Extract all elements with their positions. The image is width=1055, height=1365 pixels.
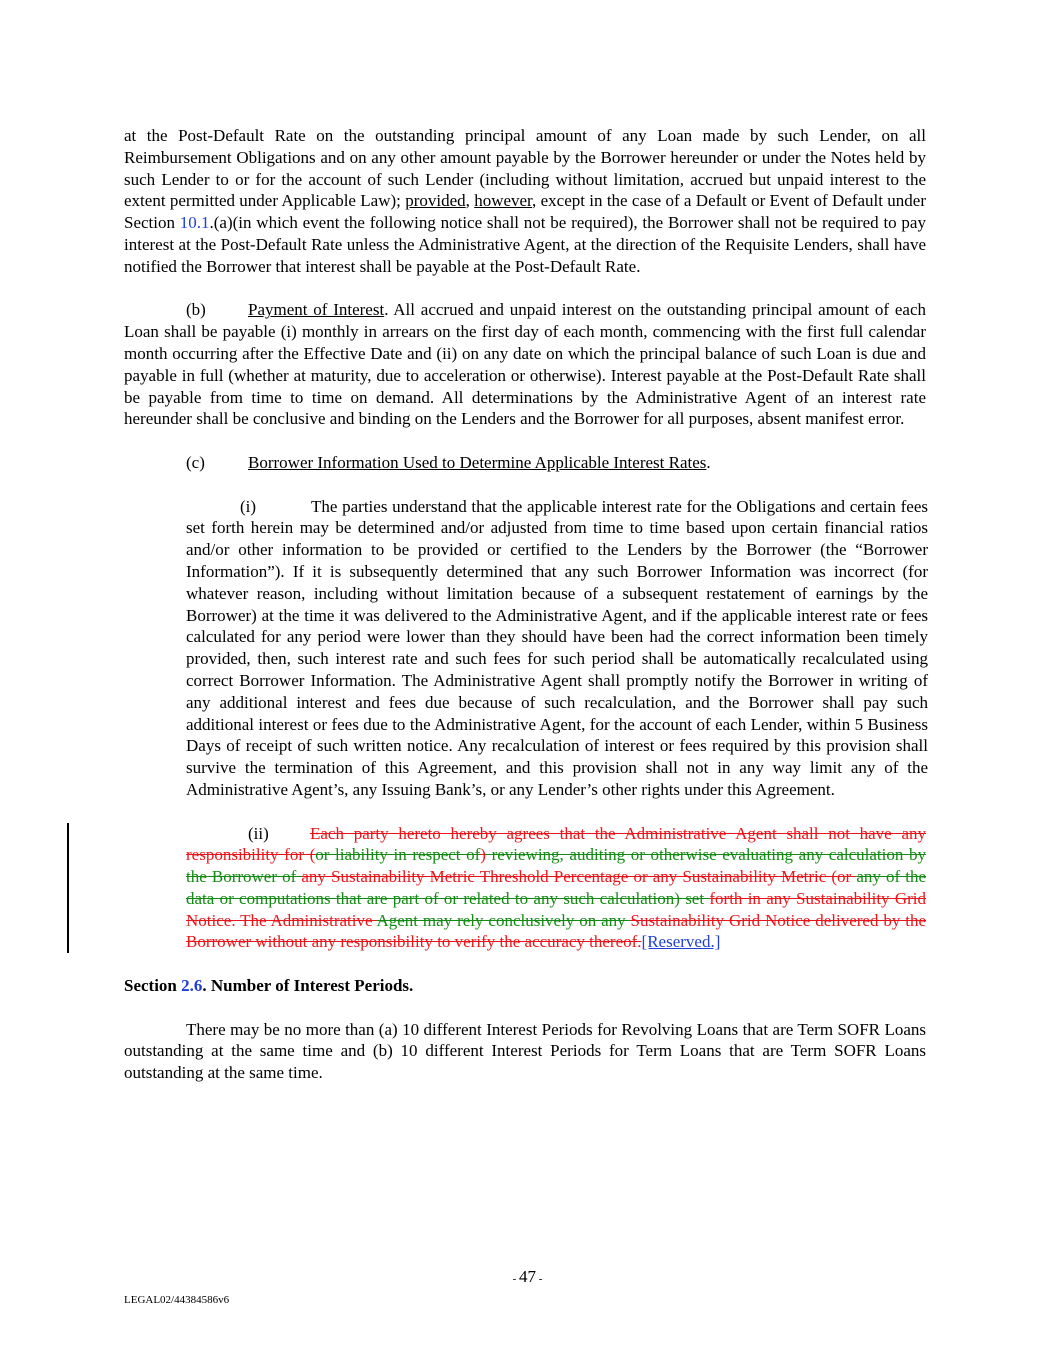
- text: . All accrued and unpaid interest on the outstanding principal amount of each Loan shall be payable (i) monthly in arrears on the first day of each month, commencing with the first full calendar month occurring after the Effective Date and (ii) on any date on which the principal balance of such Loan is due and payable in full (whether at maturity, due to acceleration or otherwise). Interest payable at the Post-Default Rate shall be payable from time to time on demand. All determinations by the Administrative Agent of an interest rate hereunder shall be conclusive and binding on the Lenders and the Borrower for all purposes, absent manifest error.: [124, 300, 926, 429]
- paragraph-i: [186, 496, 928, 801]
- deleted-text: forth in any Sustainability Grid Notice. The Administrative: [186, 888, 926, 930]
- text: The parties understand that the applicable interest rate for the Obligations and certain fees set forth herein may be determined and/or adjusted from time to time based upon certain financial ratios and/or other information to be provided or certified to the Lenders by the Borrower (the “Borrower Information”). If it is subsequently determined that any such Borrower Information was incorrect (for whatever reason, including without limitation because of a subsequent restatement of earnings by the Borrower) at the time it was delivered to the Administrative Agent, and if the applicable interest rate or fees calculated for any period were lower than they should have been had the correct information been timely provided, then, such interest rate and such fees for such period shall be automatically recalculated using correct Borrower Information. The Administrative Agent shall promptly notify the Borrower in writing of any additional interest and fees due because of such recalculation, and the Borrower shall pay such additional interest or fees due to the Administrative Agent, for the account of each Lender, within 5 Business Days of receipt of such written notice. Any recalculation of interest or fees required by this provision shall survive the termination of this Agreement, and this provision shall not in any way limit any of the Administrative Agent’s, any Issuing Bank’s, or any Lender’s other rights under this Agreement.: [186, 496, 928, 799]
- text: .: [706, 452, 711, 472]
- text: Section: [124, 976, 182, 996]
- change-bar: [67, 823, 69, 954]
- clause-heading: Payment of Interest: [248, 300, 385, 320]
- paragraph-b: [124, 299, 926, 430]
- however-term: however: [474, 191, 533, 211]
- paragraph-interest-periods: There may be no more than (a) 10 different Interest Periods for Revolving Loans that are Term SOFR Loans outstanding at the same time and (b) 10 different Interest Periods for Term Loans that are Term SOFR Loans outstanding at the same time.: [124, 1019, 926, 1083]
- text: .(a)(in which event the following notice shall not be required), the Borrower shall not be required to pay interest at the Post-Default Rate unless the Administrative Agent, at the direction of the Requisite Lenders, shall have notified the Borrower that interest shall be payable at the Post-Default Rate.: [124, 213, 926, 276]
- section-link-2-6[interactable]: 2.6: [181, 976, 203, 996]
- page-number-value: 47: [519, 1267, 536, 1286]
- page-number: - 47 -: [512, 1267, 543, 1286]
- text: ,: [465, 191, 475, 211]
- document-body: [124, 125, 926, 1106]
- deleted-text: or liability in respect of: [315, 845, 481, 865]
- section-title: . Number of Interest Periods.: [202, 976, 414, 996]
- clause-heading: Borrower Information Used to Determine Applicable Interest Rates: [248, 452, 707, 472]
- section-link-10-1[interactable]: 10.1: [179, 213, 210, 233]
- deleted-text: any Sustainability Metric Threshold Percentage or any Sustainability Metric (or: [301, 867, 857, 887]
- paragraph-ii-wrapper: [186, 823, 926, 954]
- deleted-text: any of the data or computations that are part of or related to any such calculation) set: [186, 867, 926, 908]
- section-heading: [124, 975, 926, 997]
- text: , except in the case of a Default or Event of Default under Section: [124, 191, 926, 233]
- document-id: LEGAL02/44384586v6: [124, 1294, 230, 1306]
- inserted-text: [Reserved.]: [641, 932, 721, 952]
- clause-label: (c): [186, 452, 205, 472]
- text: at the Post-Default Rate on the outstanding principal amount of any Loan made by such Lender, on all Reimbursement Obligations and on any other amount payable by the Borrower hereunder or under the Notes held by such Lender to or for the account of such Lender (including without limitation, accrued but unpaid interest to the extent permitted under Applicable Law);: [124, 126, 926, 211]
- clause-label: (b): [186, 300, 206, 320]
- clause-label: (i): [240, 496, 257, 516]
- deleted-text: reviewing, auditing or otherwise evaluating any calculation by the Borrower of: [186, 845, 926, 887]
- deleted-text: Sustainability Grid Notice delivered by the Borrower without any responsibility to verify the accuracy thereof.: [186, 910, 926, 952]
- provided-term: provided: [405, 191, 466, 211]
- paragraph-c: [186, 452, 926, 474]
- deleted-text: Agent may rely conclusively on any: [376, 910, 631, 930]
- paragraph-ii: [186, 823, 926, 954]
- deleted-text: ): [480, 845, 486, 865]
- deleted-text: Each party hereto hereby agrees that the Administrative Agent shall not have any responsibility for (: [186, 823, 926, 865]
- paragraph-post-default: [124, 125, 926, 278]
- clause-label: (ii): [248, 823, 269, 843]
